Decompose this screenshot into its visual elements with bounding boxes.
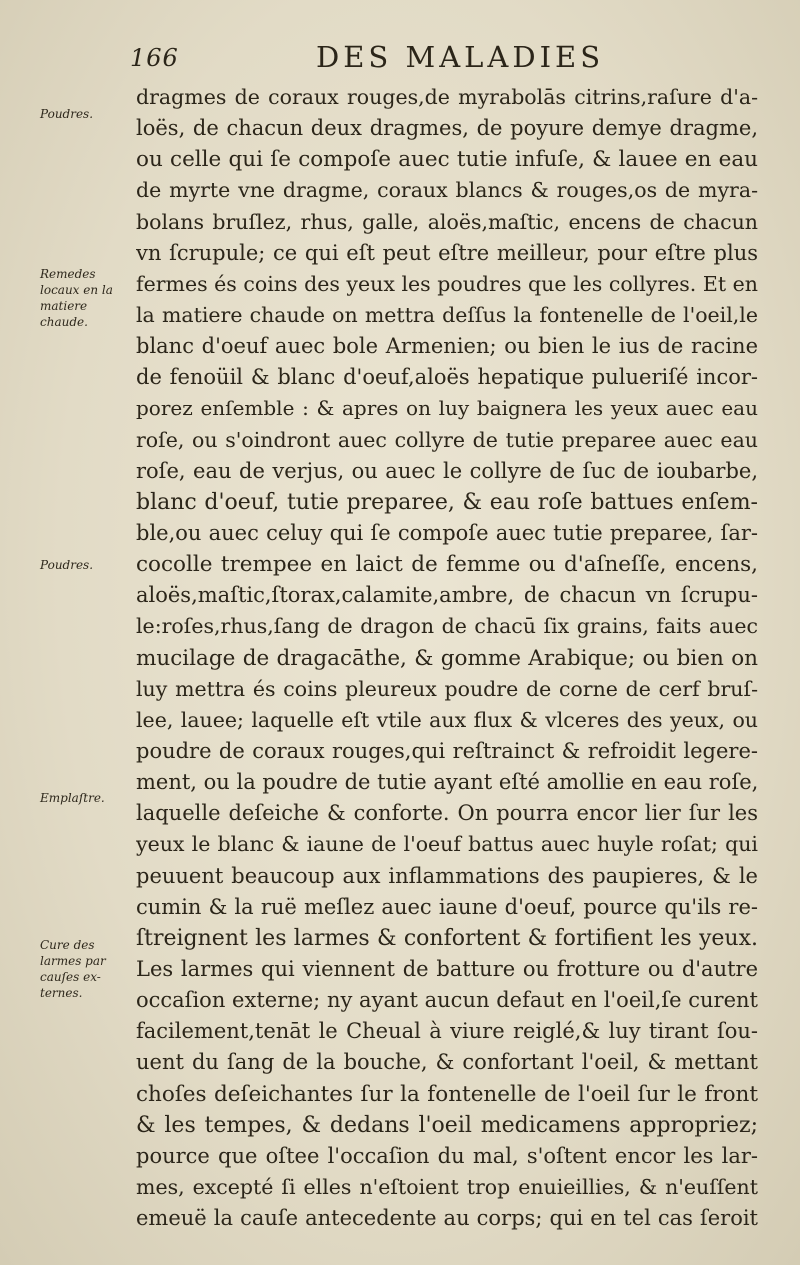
text-line: facilement,tenāt le Cheual à viure reiglé,& luy tirant ſou-: [136, 1019, 758, 1044]
text-line: blanc d'oeuf auec bole Armenien; ou bien le ius de racine: [136, 334, 758, 359]
text-line: emeuë la cauſe antecedente au corps; qui en tel cas ſeroit: [136, 1206, 758, 1231]
text-line: ment, ou la poudre de tutie ayant eſté amollie en eau roſe,: [136, 770, 758, 795]
running-title: DES MALADIES: [316, 40, 605, 74]
text-line: dragmes de coraux rouges,de myrabolās citrins,raſure d'a-: [136, 85, 758, 109]
text-line: mucilage de dragacāthe, & gomme Arabique; ou bien on: [136, 645, 758, 671]
text-line: bolans bruſlez, rhus, galle, aloës,maſtic, encens de chacun: [136, 209, 758, 234]
text-line: de fenoüil & blanc d'oeuf,aloës hepatique pulueriſé incor-: [136, 365, 758, 390]
text-line: pource que oſtee l'occaſion du mal, s'oſtent encor les lar-: [136, 1143, 758, 1168]
text-line: Les larmes qui viennent de batture ou frotture ou d'autre: [136, 956, 758, 981]
text-line: roſe, ou s'oindront auec collyre de tutie preparee auec eau: [136, 427, 758, 452]
text-line: ble,ou auec celuy qui ſe compoſe auec tutie preparee, ſar-: [136, 520, 758, 545]
text-line: vn ſcrupule; ce qui eſt peut eſtre meilleur, pour eſtre plus: [136, 240, 758, 265]
text-line: mes, excepté ſi elles n'eſtoient trop enuieillies, & n'euſſent: [136, 1174, 758, 1199]
margin-note-poudres-2: Poudres.: [40, 558, 94, 572]
text-line: roſe, eau de verjus, ou auec le collyre de ſuc de ioubarbe,: [136, 458, 758, 483]
text-line: lee, lauee; laquelle eſt vtile aux flux & vlceres des yeux, ou: [136, 707, 758, 732]
text-line: le:roſes,rhus,ſang de dragon de chacū ſix grains, faits auec: [136, 614, 758, 639]
text-line: choſes deſeichantes ſur la fontenelle de l'oeil ſur le front: [136, 1081, 758, 1107]
text-line: peuuent beaucoup aux inflammations des paupieres, & le: [136, 863, 758, 888]
text-line: yeux le blanc & iaune de l'oeuf battus auec huyle roſat; qui: [136, 832, 758, 857]
page-number: 166: [130, 44, 179, 72]
body-text: [136, 82, 758, 1234]
text-line: de myrte vne dragme, coraux blancs & rouges,os de myra-: [136, 178, 758, 203]
text-line: laquelle deſeiche & conforte. On pourra encor lier ſur les: [136, 801, 758, 826]
text-line: cumin & la ruë meſlez auec iaune d'oeuf, pource qu'ils re-: [136, 894, 758, 919]
text-line: fermes és coins des yeux les poudres que les collyres. Et en: [136, 271, 758, 296]
text-line: uent du ſang de la bouche, & confortant l'oeil, & mettant: [136, 1050, 758, 1075]
text-line: blanc d'oeuf, tutie preparee, & eau roſe battues enſem-: [136, 489, 758, 515]
text-line: poudre de coraux rouges,qui reſtrainct & refroidit legere-: [136, 738, 758, 763]
text-line: ſtreignent les larmes & confortent & fortifient les yeux.: [136, 925, 758, 951]
text-line: cocolle trempee en laict de femme ou d'aſneſſe, encens,: [136, 552, 758, 578]
text-line: loës, de chacun deux dragmes, de poyure demye dragme,: [136, 116, 758, 141]
text-line: & les tempes, & dedans l'oeil medicamens appropriez;: [136, 1112, 758, 1138]
margin-note-poudres-1: Poudres.: [40, 107, 94, 121]
text-line: occaſion externe; ny ayant aucun defaut en l'oeil,ſe curent: [136, 988, 758, 1013]
text-line: ou celle qui ſe compoſe auec tutie infuſe, & lauee en eau: [136, 147, 758, 173]
text-line: aloës,maſtic,ſtorax,calamite,ambre, de chacun vn ſcrupu-: [136, 583, 758, 608]
text-line: la matiere chaude on mettra deſſus la fontenelle de l'oeil,le: [136, 302, 758, 327]
margin-note-remedes-locaux: Remedes locaux en la matiere chaude.: [40, 267, 113, 329]
margin-note-emplastre: Emplaſtre.: [40, 791, 105, 805]
margin-note-cure-des-larmes: Cure des larmes par cauſes ex- ternes.: [40, 938, 106, 1000]
text-line: porez enſemble : & apres on luy baignera les yeux auec eau: [136, 396, 758, 421]
text-line: luy mettra és coins pleureux poudre de corne de cerf bruſ-: [136, 676, 758, 701]
